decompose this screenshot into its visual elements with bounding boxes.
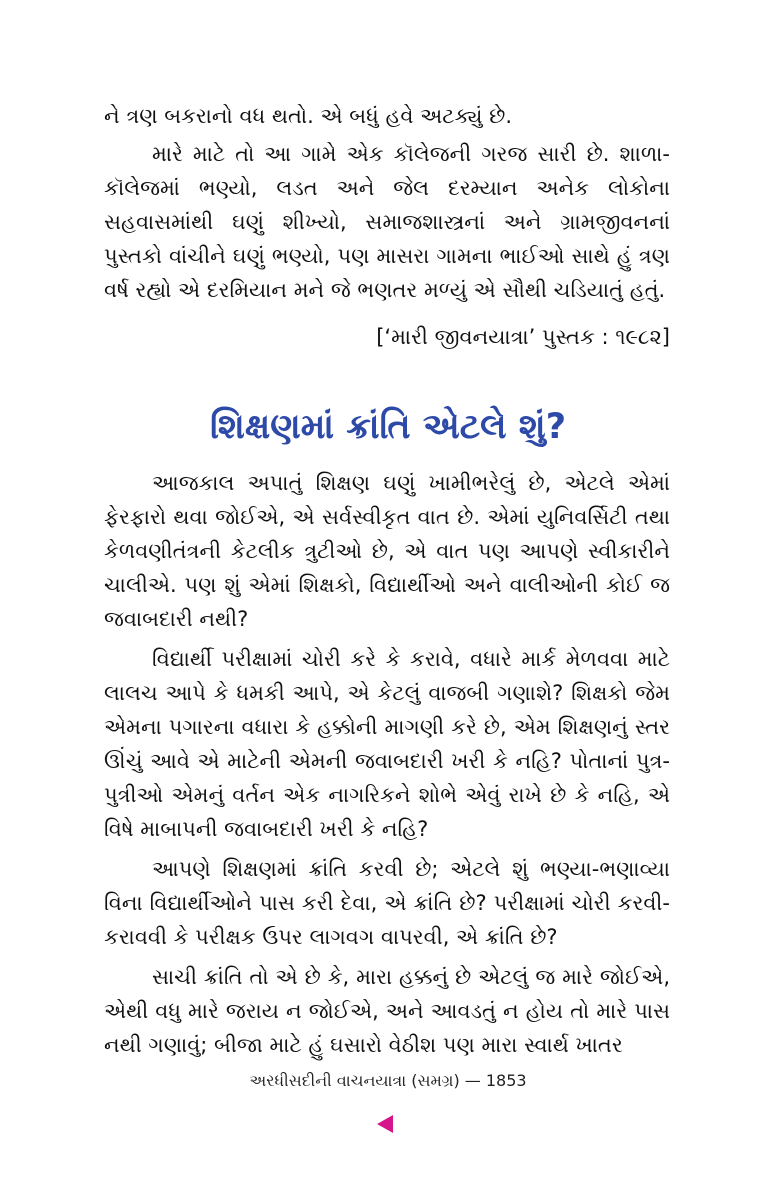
paragraph: આપણે શિક્ષણમાં ક્રાંતિ કરવી છે; એટલે શું ભણ્યા-ભણાવ્યા વિના વિદ્યાર્થીઓને પાસ કરી દેવા, એ ક્રાંતિ છે? પરીક્ષામાં ચોરી કરવી-કરાવવી કે પરીક્ષક ઉપર લાગવગ વાપરવી, એ ક્રાંતિ છે?: [104, 857, 670, 949]
article-body: [104, 466, 670, 1068]
paragraph: સાચી ક્રાંતિ તો એ છે કે, મારા હક્કનું છે એટલું જ મારે જોઈએ, એથી વધુ મારે જરાય ન જોઈએ, અને આવડતું ન હોય તો મારે પાસ નથી ગણાવું; બીજા માટે હું ઘસારો વેઠીશ પણ મારા સ્વાર્થ ખાતર: [104, 965, 670, 1057]
article-title: શિક્ષણમાં ક્રાંતિ એટલે શું?: [209, 407, 567, 447]
paragraph: વિદ્યાર્થી પરીક્ષામાં ચોરી કરે કે કરાવે, વધારે માર્ક મેળવવા માટે લાલચ આપે કે ધમકી આપે, એ કેટલું વાજબી ગણાશે? શિક્ષકો જેમ એમના પગારના વધારા કે હક્કોની માગણી કરે છે, એમ શિક્ષણનું સ્તર ઊંચું આવે એ માટેની એમની જવાબદારી ખરી કે નહિ? પોતાનાં પુત્ર-પુત્રીઓ એમનું વર્તન એક નાગરિકને શોભે એવું રાખે છે કે નહિ, એ વિષે માબાપની જવાબદારી ખરી કે નહિ?: [104, 647, 670, 841]
paragraph: મારે માટે તો આ ગામે એક કૉલેજની ગરજ સારી છે. શાળા-કૉલેજમાં ભણ્યો, લડત અને જેલ દરમ્યાન અનેક લોકોના સહવાસમાંથી ઘણું શીખ્યો, સમાજશાસ્ત્રનાં અને ગ્રામજીવનનાં પુસ્તકો વાંચીને ઘણું ભણ્યો, પણ માસરા ગામના ભાઈઓ સાથે હું ત્રણ વર્ષ રહ્યો એ દરમિયાન મને જે ભણતર મળ્યું એ સૌથી ચડિયાતું હતું.: [104, 142, 670, 302]
top-section: [104, 99, 670, 307]
citation: [‘મારી જીવનયાત્રા’ પુસ્તક : ૧૯૮૨]: [376, 325, 670, 349]
triangle-left-icon[interactable]: [377, 1115, 393, 1133]
paragraph: ને ત્રણ બકરાનો વધ થતો. એ બધું હવે અટક્યું છે.: [104, 104, 512, 128]
page-footer: અરધીસદીની વાચનયાત્રા (સમગ્ર) — 1853: [249, 1071, 527, 1090]
paragraph: આજકાલ અપાતું શિક્ષણ ઘણું ખામીભરેલું છે, એટલે એમાં ફેરફારો થવા જોઈએ, એ સર્વસ્વીકૃત વાત છે. એમાં યુનિવર્સિટી તથા કેળવણીતંત્રની કેટલીક ત્રુટીઓ છે, એ વાત પણ આપણે સ્વીકારીને ચાલીએ. પણ શું એમાં શિક્ષકો, વિદ્યાર્થીઓ અને વાલીઓની કોઈ જ જવાબદારી નથી?: [104, 471, 670, 631]
